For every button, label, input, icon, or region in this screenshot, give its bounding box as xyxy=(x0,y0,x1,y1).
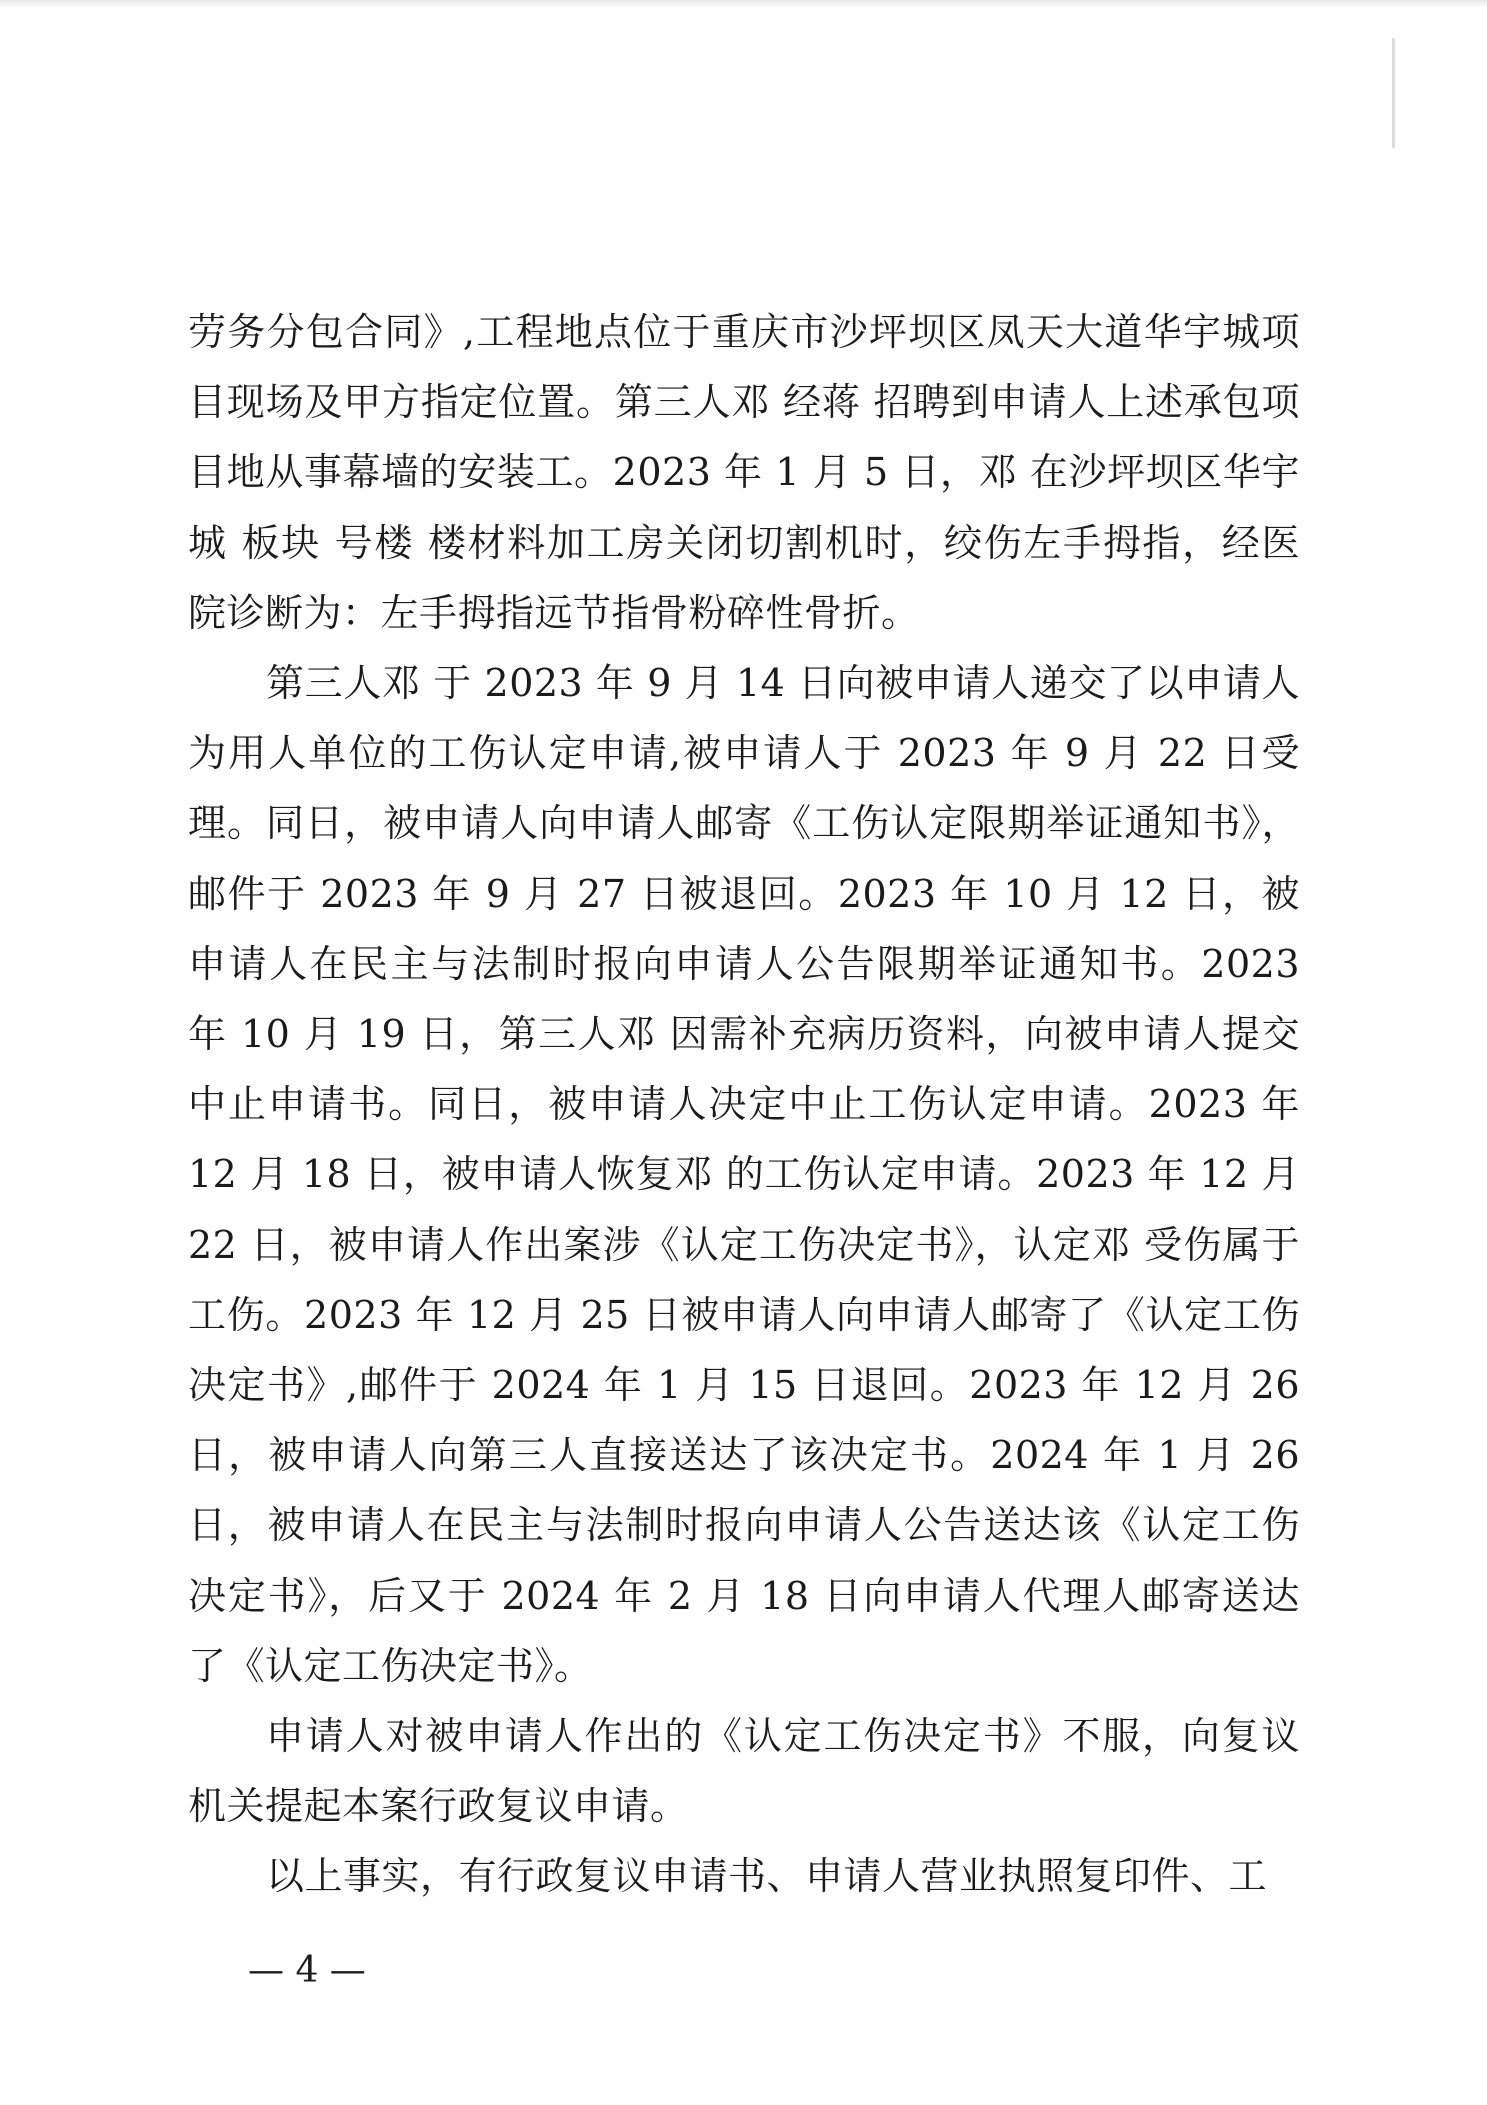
paragraph-2: 第三人邓 于 2023 年 9 月 14 日向被申请人递交了以申请人为用人单位的工伤认定申请,被申请人于 2023 年 9 月 22 日受理。同日，被申请人向申请人邮寄《工伤认定限期举证通知书》，邮件于 2023 年 9 月 27 日被退回。2023 年 10 月 12 日，被申请人在民主与法制时报向申请人公告限期举证通知书。2023 年 10 月 19 日，第三人邓 因需补充病历资料，向被申请人提交中止申请书。同日，被申请人决定中止工伤认定申请。2023 年 12 月 18 日，被申请人恢复邓 的工伤认定申请。2023 年 12 月 22 日，被申请人作出案涉《认定工伤决定书》，认定邓 受伤属于工伤。2023 年 12 月 25 日被申请人向申请人邮寄了《认定工伤决定书》,邮件于 2024 年 1 月 15 日退回。2023 年 12 月 26 日，被申请人向第三人直接送达了该决定书。2024 年 1 月 26 日，被申请人在民主与法制时报向申请人公告送达该《认定工伤决定书》，后又于 2024 年 2 月 18 日向申请人代理人邮寄送达了《认定工伤决定书》。 xyxy=(188,661,1300,1688)
paragraph-3: 申请人对被申请人作出的《认定工伤决定书》不服，向复议机关提起本案行政复议申请。 xyxy=(188,1714,1300,1829)
scan-mark-artifact xyxy=(1392,38,1395,148)
paragraph-1: 劳务分包合同》,工程地点位于重庆市沙坪坝区凤天大道华宇城项目现场及甲方指定位置。第三人邓 经蒋 招聘到申请人上述承包项目地从事幕墙的安装工。2023 年 1 月 5 日，邓 在沙坪坝区华宇城 板块 号楼 楼材料加工房关闭切割机时，绞伤左手拇指，经医院诊断为：左手拇指远节指骨粉碎性骨折。 xyxy=(188,310,1300,635)
scan-edge-artifact xyxy=(0,0,1487,8)
document-body xyxy=(188,297,1300,1912)
paragraph-4: 以上事实，有行政复议申请书、申请人营业执照复印件、工 xyxy=(266,1854,1268,1899)
page-number: — 4 — xyxy=(248,1950,366,1991)
